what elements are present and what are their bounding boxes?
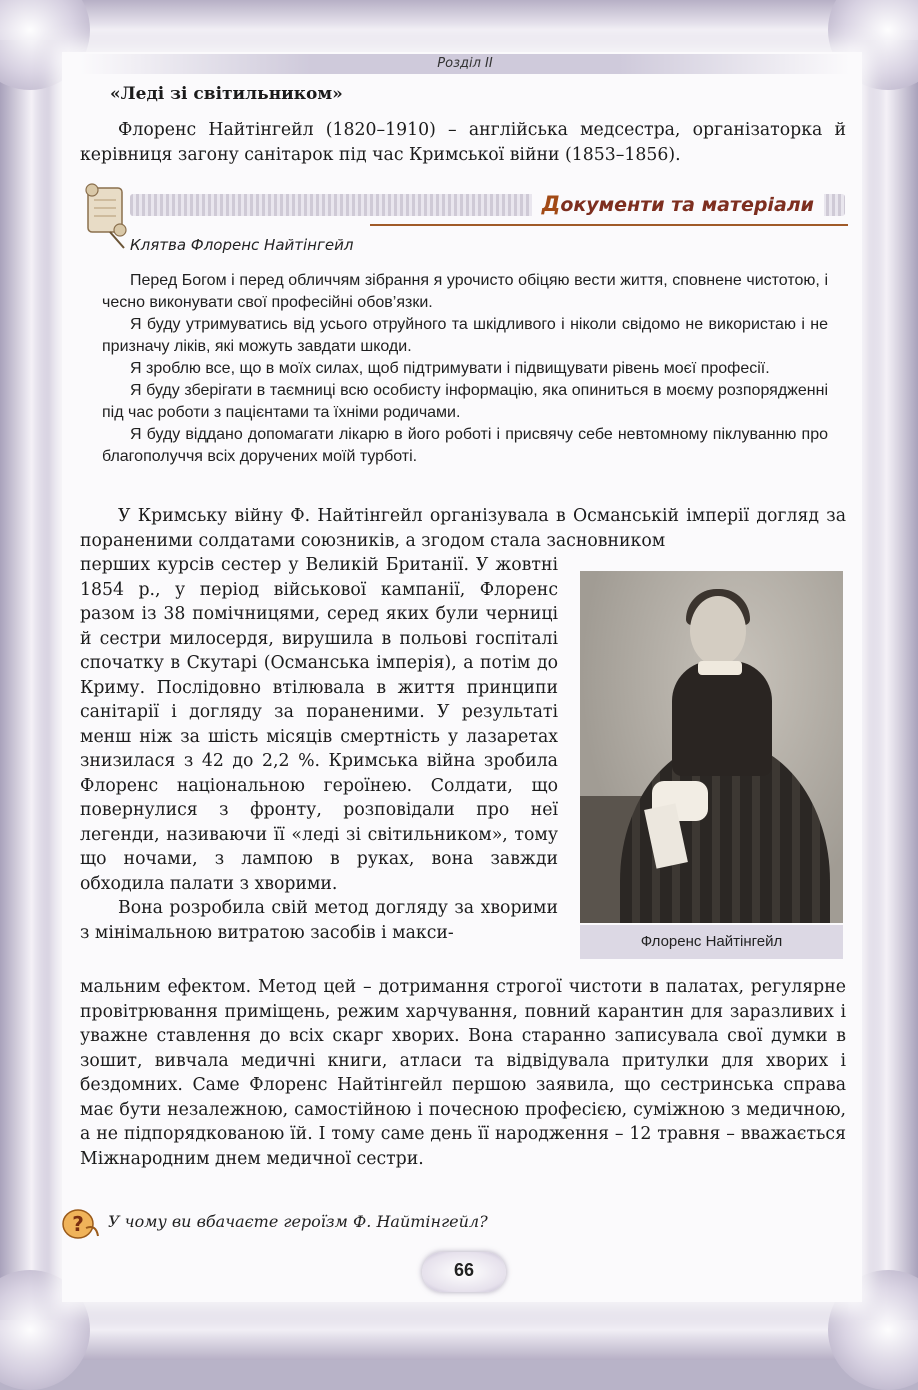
documents-title: [532, 192, 824, 216]
portrait-photo: [580, 571, 843, 923]
oath-title: Клятва Флоренс Найтінгейл: [130, 236, 354, 254]
oath-paragraph: Перед Богом і перед обличчям зібрання я урочисто обіцяю вести життя, сповнене чистотою, і чесно виконувати свої професійні обов’язки.: [102, 272, 828, 311]
oath-paragraph: Я зроблю все, що в моїх силах, щоб підтримувати і підвищувати рівень моєї професії.: [130, 360, 770, 377]
body-paragraph-1-narrow: перших курсів сестер у Великій Британії. У жовтні 1854 р., у період військової кампанії, Флоренс разом із 38 помічницями, серед яких були черниці й сестри милосердя, вирушила в польові госпіталі спочатку в Скутарі (Османська імперія), а потім до Криму. Послідовно втілювала в життя принципи санітарії і догляду за пораненими. У результаті менш ніж за шість місяців смертність у лазаретах знизилася з 42 до 2,2 %. Кримська війна зробила Флоренс національною героїнею. Солдати, що повернулися з фронту, розповідали про неї легенди, називаючи її «леді зі світильником», тому що ночами, з лампою в руках, вона завжди обходила палати з хворими.: [80, 555, 558, 894]
scroll-icon: [80, 182, 132, 250]
body-narrow-column: [80, 553, 558, 945]
body-paragraph-1-wide: У Кримську війну Ф. Найтінгейл організувала в Османській імперії догляд за пораненими солдатами союзників, а згодом стала засновником: [80, 506, 846, 551]
photo-caption: Флоренс Найтінгейл: [580, 925, 843, 959]
review-question: У чому ви вбачаєте героїзм Ф. Найтінгейл?: [108, 1212, 488, 1231]
documents-title-rest: окументи та матеріали: [560, 194, 814, 216]
body-paragraph-2-wide: мальним ефектом. Метод цей – дотримання строгої чистоти в палатах, регулярне провітрювання приміщень, режим харчування, повний карантин для заразливих і уважне ставлення до всіх скарг хворих. Вона старанно записувала свої думки в зошит, вивчала медичні книги, атласи та відвідувала притулки для хворих і бездомних. Саме Флоренс Найтінгейл першою заявила, що сестринська справа має бути незалежною, самостійною і почесною професією, суміжною з медичною, а не підпорядкованою їй. І тому саме день її народження – 12 травня – вважається Міжнародним днем медичної сестри.: [80, 977, 846, 1169]
frame-bottom: [0, 1300, 918, 1360]
oath-text: [102, 270, 828, 468]
oath-paragraph: Я буду утримуватись від усього отруйного та шкідливого і ніколи свідомо не використаю і не призначу ліків, які можуть завдати шкоди.: [102, 316, 828, 355]
documents-title-initial: Д: [541, 192, 561, 216]
oath-paragraph: Я буду віддано допомагати лікарю в його роботі і присвячу себе невтомному піклуванню про благополуччя всіх доручених моїй турботі.: [102, 426, 828, 465]
section-header: Розділ II: [80, 54, 850, 74]
svg-text:?: ?: [72, 1212, 84, 1236]
page-number: 66: [453, 1260, 475, 1280]
body-paragraph-2-narrow: Вона розробила свій метод догляду за хворими з мінімальною витратою засобів і макси-: [80, 898, 558, 943]
frame-top: [0, 0, 918, 60]
intro-paragraph: Флоренс Найтінгейл (1820–1910) – англійська медсестра, організаторка й керівниця загону санітарок під час Кримської війни (1853–1856).: [80, 120, 846, 165]
article-heading: «Леді зі світильником»: [110, 84, 343, 104]
frame-left: [0, 40, 70, 1320]
documents-bar: [70, 182, 850, 226]
documents-underline: [370, 224, 848, 226]
question-icon: [62, 1206, 100, 1240]
oath-paragraph: Я буду зберігати в таємниці всю особисту інформацію, яка опиниться в моєму розпорядженні під час роботи з пацієнтами та їхніми родичами.: [102, 382, 828, 421]
